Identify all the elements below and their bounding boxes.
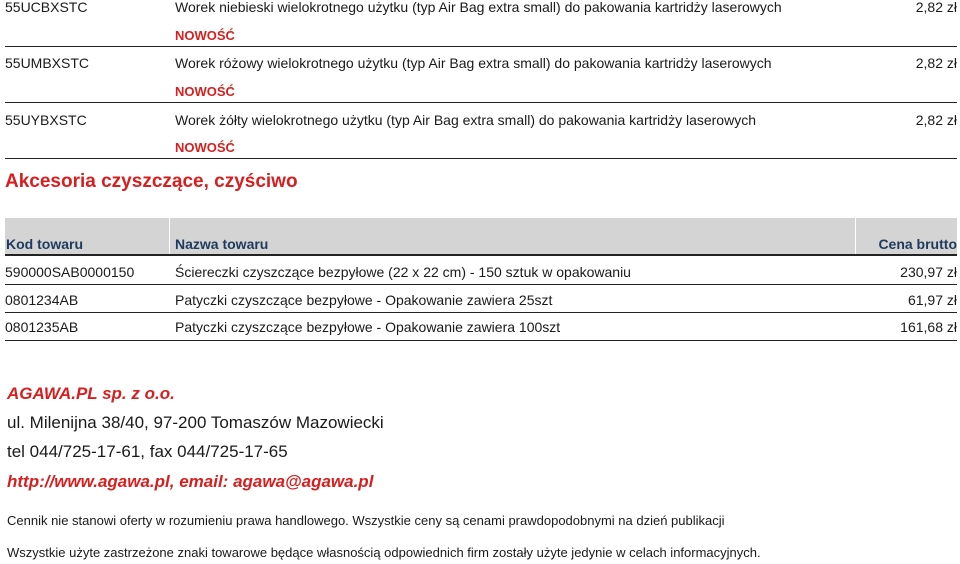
company-address: ul. Milenijna 38/40, 97-200 Tomaszów Mazowiecki	[7, 413, 384, 432]
product-price: 61,97 zł	[907, 292, 957, 308]
company-web-link[interactable]: http://www.agawa.pl, email: agawa@agawa.pl	[7, 472, 374, 491]
table-header	[5, 218, 957, 254]
offer-note: Cennik nie stanowi oferty w rozumieniu prawa handlowego. Wszystkie ceny są cenami prawdopodobnymi na dzień publikacji	[7, 513, 725, 528]
product-price: 2,82 zł	[915, 112, 957, 128]
row-divider	[5, 284, 957, 285]
row-divider	[5, 46, 957, 47]
table-row	[5, 110, 957, 130]
new-badge: NOWOŚĆ	[175, 140, 235, 155]
table-row	[5, 53, 957, 73]
product-code: 55UMBXSTC	[5, 55, 90, 71]
table-row	[5, 290, 957, 310]
product-code: 55UYBXSTC	[5, 112, 87, 128]
header-price: Cena brutto	[878, 236, 957, 252]
product-price: 2,82 zł	[915, 55, 957, 71]
header-divider	[5, 254, 957, 256]
section-title: Akcesoria czyszczące, czyściwo	[5, 171, 298, 192]
company-phone: tel 044/725-17-61, fax 044/725-17-65	[7, 442, 288, 461]
product-name: Ściereczki czyszczące bezpyłowe (22 x 22 cm) - 150 sztuk w opakowaniu	[175, 264, 631, 280]
product-name: Worek niebieski wielokrotnego użytku (typ Air Bag extra small) do pakowania kartridży laserowych	[175, 0, 782, 15]
product-code: 590000SAB0000150	[5, 264, 135, 280]
table-row	[5, 262, 957, 282]
header-name: Nazwa towaru	[175, 236, 269, 252]
product-code: 0801234AB	[5, 292, 79, 308]
product-name: Patyczki czyszczące bezpyłowe - Opakowanie zawiera 25szt	[175, 292, 553, 308]
product-name: Worek żółty wielokrotnego użytku (typ Air Bag extra small) do pakowania kartridży laserowych	[175, 112, 756, 128]
trademark-note: Wszystkie użyte zastrzeżone znaki towarowe będące własnością odpowiednich firm zostały użyte jedynie w celach informacyjnych.	[7, 545, 761, 560]
product-price: 2,82 zł	[915, 0, 957, 15]
row-divider	[5, 158, 957, 159]
product-code: 0801235AB	[5, 319, 79, 335]
new-badge: NOWOŚĆ	[175, 28, 235, 43]
table-row	[5, 317, 957, 337]
row-divider	[5, 340, 957, 341]
column-separator	[855, 218, 856, 254]
row-divider	[5, 102, 957, 103]
product-name: Worek różowy wielokrotnego użytku (typ Air Bag extra small) do pakowania kartridży laserowych	[175, 55, 772, 71]
column-separator	[169, 218, 170, 254]
company-name: AGAWA.PL sp. z o.o.	[7, 384, 175, 403]
product-code: 55UCBXSTC	[5, 0, 88, 15]
new-badge: NOWOŚĆ	[175, 84, 235, 99]
product-price: 230,97 zł	[900, 264, 957, 280]
header-code: Kod towaru	[6, 236, 83, 252]
product-name: Patyczki czyszczące bezpyłowe - Opakowanie zawiera 100szt	[175, 319, 561, 335]
row-divider	[5, 312, 957, 313]
product-price: 161,68 zł	[900, 319, 957, 335]
table-row	[5, 0, 957, 17]
